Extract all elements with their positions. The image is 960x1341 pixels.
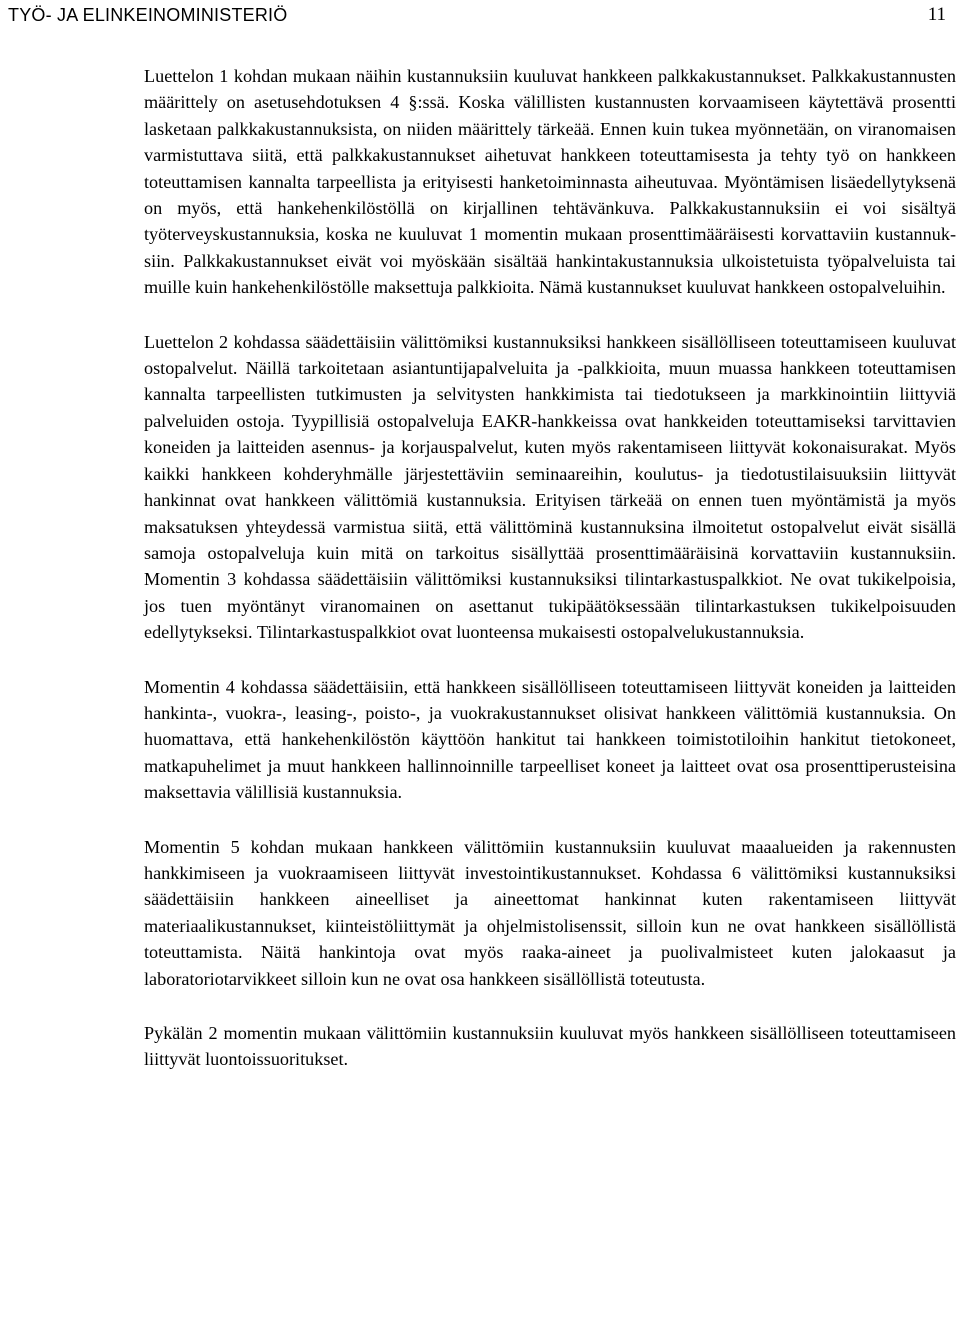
paragraph-4: Momentin 5 kohdan mukaan hankkeen välittömiin kustannuksiin kuuluvat maaalueiden ja rakennusten hankkimiseen ja vuokraamiseen liittyvät investointikustannukset. Kohdassa 6 välittömiksi kustannuksiksi säädettäisiin hankkeen aineelliset ja aineettomat hankinnat kuten rakentamiseen liittyvät materiaalikustannukset, kiinteistöliittymät ja ohjelmistolisenssit, silloin kun ne ovat hankkeen sisällöllistä toteuttamista. Näitä hankintoja ovat myös raaka-aineet ja puolivalmisteet kuten jalokaasut ja laboratoriotarvikkeet silloin kun ne ovat osa hankkeen sisällöllistä toteutusta. bbox=[144, 836, 956, 989]
document-body bbox=[144, 63, 956, 1073]
paragraph-5: Pykälän 2 momentin mukaan välittömiin kustannuksiin kuuluvat myös hankkeen sisällölliseen toteuttamiseen liittyvät luontoissuoritukset. bbox=[144, 1023, 956, 1070]
page-header bbox=[0, 0, 960, 40]
page-number: 11 bbox=[927, 4, 946, 25]
header-title: TYÖ- JA ELINKEINOMINISTERIÖ bbox=[8, 5, 288, 25]
paragraph-3: Momentin 4 kohdassa säädettäisiin, että hankkeen sisällölliseen toteuttamiseen liittyvät koneiden ja laitteiden hankinta-, vuokra-, leasing-, poisto-, ja vuokrakustannukset olisivat hankkeen välittömiä kustannuksia. On huomattava, että hankehenkilöstön käyttöön hankitut tai hankkeen toimistotiloihin hankitut tietokoneet, matkapuhelimet ja muut hankkeen hallinnoinnille tarpeelliset koneet ja laitteet ovat osa prosenttiperusteisina maksettavia välillisiä kustannuksia. bbox=[144, 676, 956, 803]
paragraph-2: Luettelon 2 kohdassa säädettäisiin välittömiksi kustannuksiksi hankkeen sisällölliseen toteuttamiseen kuuluvat ostopalvelut. Näillä tarkoitetaan asiantuntijapalveluita ja -palkkioita, muun muassa hankkeen toteuttamisen kannalta tarpeellisten tutkimusten ja selvitysten hankkimista tai tiedotukseen ja markkinointiin liittyviä palveluiden ostoja. Tyypillisiä ostopalveluja EAKR-hankkeissa ovat hankkeiden toteuttamiseksi tarvittavien koneiden ja laitteiden asennus- ja korjauspalvelut, kuten myös rakentamiseen liittyvät kokonaisurakat. Myös kaikki hankkeen kohderyhmälle järjestettäviin seminaareihin, koulutus- ja tiedotustilaisuuksiin liittyvät hankinnat ovat hankkeen välittömiä kustannuksia. Erityisen tärkeää on ennen tuen myöntämistä ja myös maksatuksen yhteydessä varmistua siitä, että välittöminä kustannuksina ilmoitetut ostopalvelut eivät sisällä samoja ostopalveluja kuin mitä on tarkoitus sisällyttää prosenttimääräisinä korvattaviin kustannuksiin. Momentin 3 kohdassa säädettäisiin välittömiksi kustannuksiksi tilintarkastuspalkkiot. Ne ovat tukikelpoisia, jos tuen myöntänyt viranomainen on asettanut tukipäätöksessään tilintarkastuksen tukikelpoisuuden edellytykseksi. Tilintarkastuspalkkiot ovat luonteensa mukaisesti ostopalvelukustannuksia. bbox=[144, 331, 956, 643]
paragraph-1: Luettelon 1 kohdan mukaan näihin kustannuksiin kuuluvat hankkeen palkkakustannukset. Palkkakustannusten määrittely on asetusehdotuksen 4 §:ssä. Koska välillisten kustannusten korvaamiseen käytettävä prosentti lasketaan palkkakustannuksista, on niiden määrittely tärkeää. Ennen kuin tukea myönnetään, on viranomaisen varmistuttava siitä, että palkkakustannukset aihetuvat hankkeen toteuttamisesta ja tehty työ on hankkeen toteuttamisen kannalta tarpeellista ja erityisesti hanketoiminnasta aiheutuvaa. Myöntämisen lisäedellytyksenä on myös, että hankehenkilöstöllä on kirjallinen tehtävänkuva. Palkkakustannuksiin ei voi sisältyä työterveyskustannuksia, koska ne kuuluvat 1 momentin mukaan prosenttimääräisesti korvattaviin kustannuksiin. Palkkakustannukset eivät voi myöskään sisältää hankintakustannuksia ulkoistetuista työpalveluista tai muille kuin hankehenkilöstölle maksettuja palkkioita. Nämä kustannukset kuuluvat hankkeen ostopalveluihin. bbox=[144, 66, 956, 298]
